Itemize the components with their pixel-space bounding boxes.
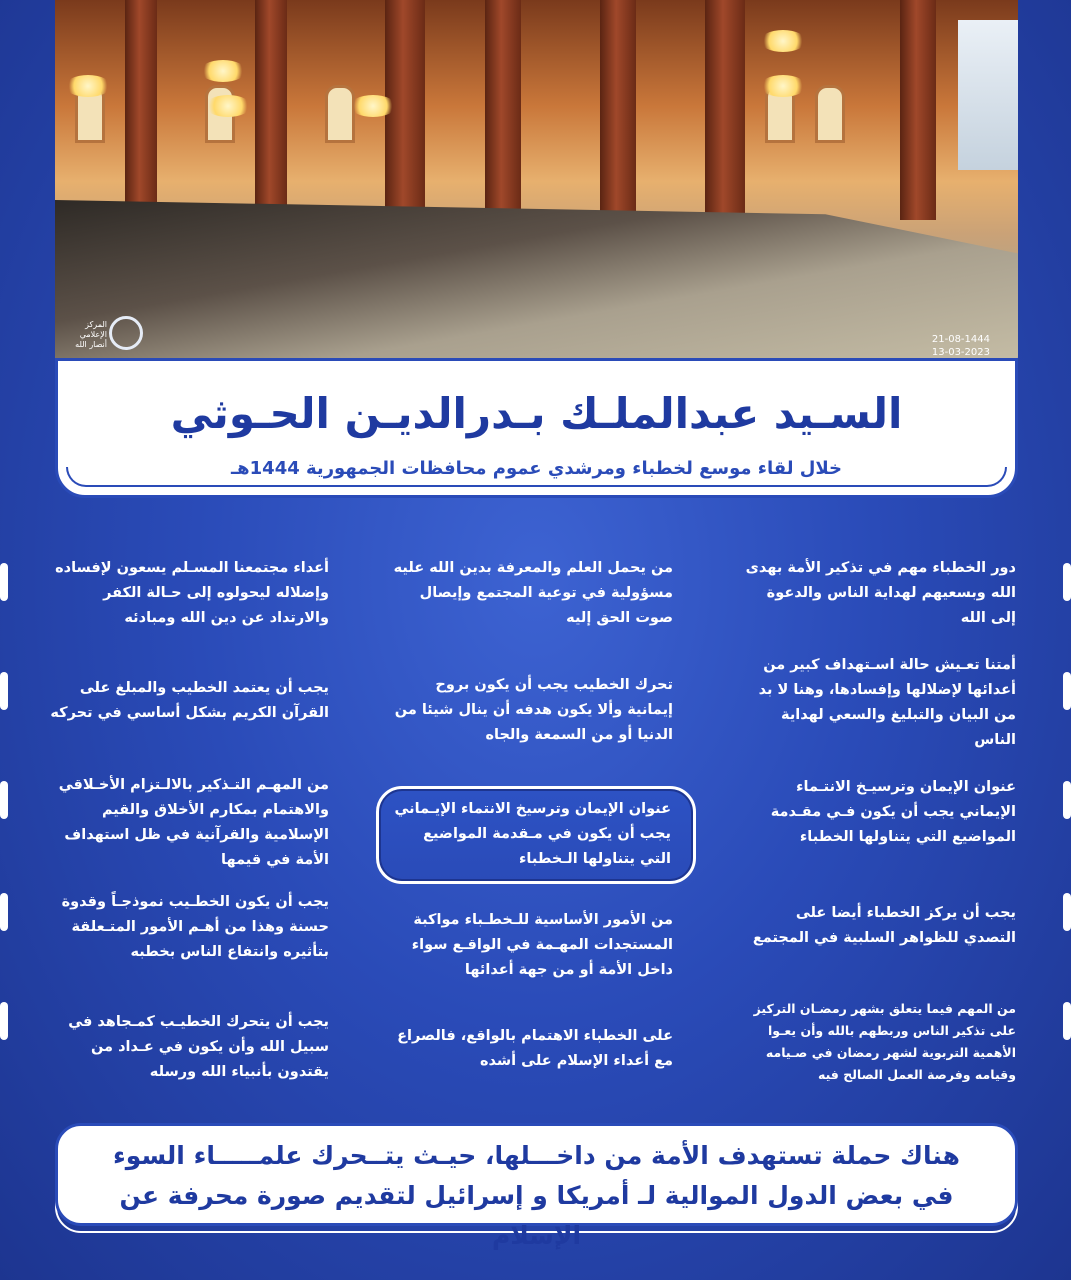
left-edge-tab	[0, 781, 8, 819]
highlighted-point: عنوان الإيمان وترسيخ الانتماء الإيـماني يجب أن يكون في مـقدمة المواضيع التي يتناولها الـخطباء	[394, 801, 671, 867]
right-edge-tab	[1063, 563, 1071, 601]
point-item: يجب أن يتحرك الخطيـب كمـجاهد في سبيل الله وأن يكون في عـداد من يقتدون بأنبياء الله ورسله	[68, 1014, 329, 1080]
point-item: يجب أن يكون الخطـيب نموذجـاً وقدوة حسنة وهذا من أهـم الأمور المتـعلقة بتأثيره وانتفاع الناس بخطبه	[61, 894, 329, 960]
point-item: أمتنا تعـيش حالة اسـتهداف كبير من أعدائها لإضلالها وإفسادها، وهنا لا بد من البيان والتبليغ والسعي لهداية الناس	[758, 657, 1016, 748]
left-edge-tab	[0, 672, 8, 710]
date-hijri: 21-08-1444	[931, 334, 990, 345]
audience-crowd	[55, 200, 1018, 378]
left-edge-tab	[0, 893, 8, 931]
date-gregorian: 13-03-2023	[931, 347, 990, 358]
point-item: من المهـم التـذكير بالالـتزام الأخـلاقي والاهتمام بمكارم الأخلاق والقيم الإسلامية والقرآنية في ظل استهداف الأمة في قيمها	[58, 777, 329, 868]
right-edge-tab	[1063, 893, 1071, 931]
title-card	[55, 358, 1018, 498]
right-edge-tab	[1063, 781, 1071, 819]
right-edge-tab	[1063, 1002, 1071, 1040]
bottom-banner	[55, 1123, 1018, 1250]
point-item: على الخطباء الاهتمام بالواقع، فالصراع مع أعداء الإسلام على أشده	[397, 1028, 673, 1069]
right-edge-tab	[1063, 672, 1071, 710]
point-item: من يحمل العلم والمعرفة بدين الله عليه مسؤولية في توعية المجتمع وإيصال صوت الحق إليه	[393, 560, 673, 626]
point-item: يجب أن يعتمد الخطيب والمبلغ على القرآن الكريم بشكل أساسي في تحركه	[50, 680, 329, 721]
photo-date	[932, 333, 990, 359]
logo-text-arabic: المركز الإعلامي أنصار الله	[75, 320, 107, 349]
left-edge-tab	[0, 1002, 8, 1040]
page-title: السـيد عبدالملـك بـدرالديـن الحـوثي	[170, 389, 903, 438]
highlighted-point-box	[376, 786, 696, 884]
point-item: تحرك الخطيب يجب أن يكون بروح إيمانية وألا يكون هدفه أن ينال شيئا من الدنيا أو من السمعة والجاه	[394, 677, 673, 743]
point-item: من الأمور الأساسية للـخطـباء مواكبة المستجدات المهـمة في الواقـع سواء داخل الأمة أو من جهة أعدائها	[411, 912, 673, 978]
media-center-emblem-icon	[109, 316, 143, 350]
left-edge-tab	[0, 563, 8, 601]
point-item: من المهم فيما يتعلق بشهر رمضـان التركيز على تذكير الناس وربطهم بالله وأن يعـوا الأهمية التربوية لشهر رمضان في صـيامه وقيامه وفرصة العمل الصالح فيه	[753, 1001, 1016, 1082]
point-item: أعداء مجتمعنا المسـلم يسعون لإفساده وإضلاله ليحولوه إلى حـالة الكفر والارتداد عن دين الله ومبادئه	[55, 560, 329, 626]
point-item: يجب أن يركز الخطباء أيضا على التصدي للظواهر السلبية في المجتمع	[752, 905, 1016, 946]
projection-screen	[958, 20, 1018, 170]
banner-text: هناك حملة تستهدف الأمة من داخـــلها، حيـث يتــحرك علمـــــاء السوء في بعض الدول الموالية لـ أمريكا و إسرائيل لتقديم صورة محرفة عن الإسلام	[113, 1141, 960, 1250]
point-item: عنوان الإيمان وترسيـخ الانتـماء الإيماني يجب أن يكون فـي مقـدمة المواضيع التي يتناولها الخطباء	[770, 779, 1016, 845]
point-item: دور الخطباء مهم في تذكير الأمة بهدى الله وبسعيهم لهداية الناس والدعوة إلى الله	[745, 560, 1016, 626]
header-photo	[55, 0, 1018, 378]
page-subtitle: خلال لقاء موسع لخطباء ومرشدي عموم محافظات الجمهورية 1444هـ	[231, 458, 842, 479]
